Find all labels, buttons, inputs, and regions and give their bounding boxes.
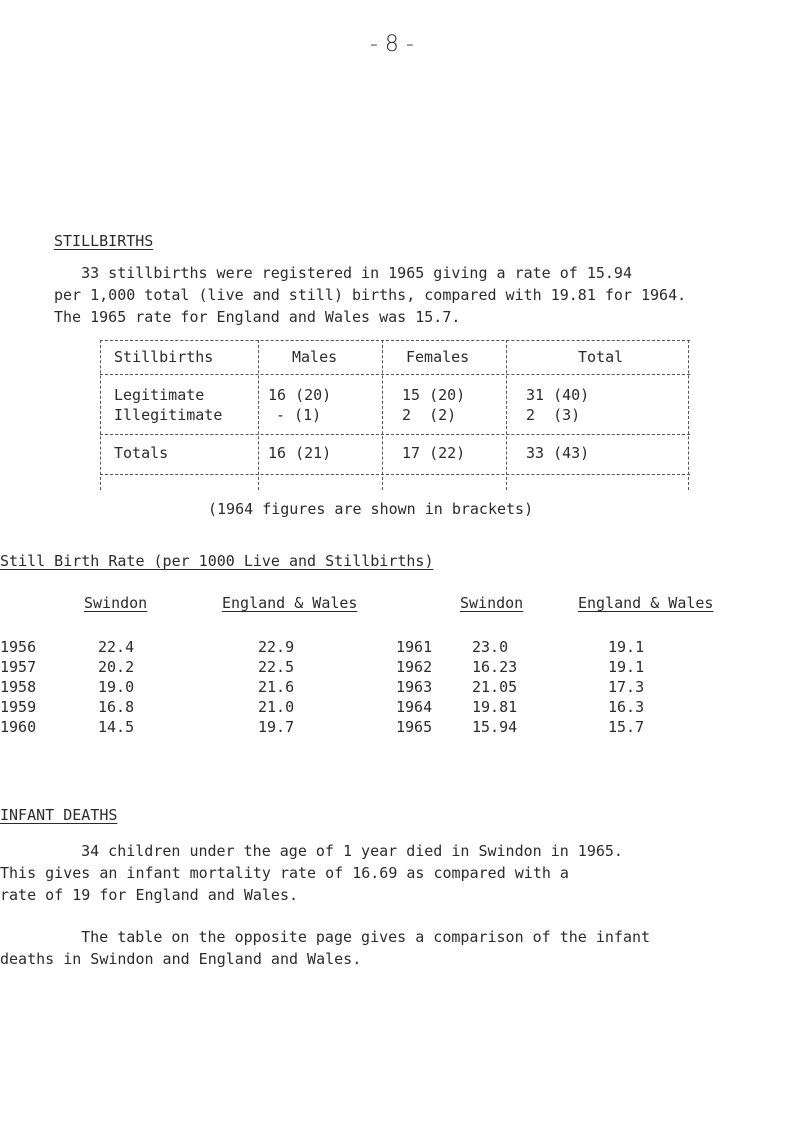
rate-year: 1959 — [0, 698, 37, 716]
rate-year: 1957 — [0, 658, 37, 676]
rate-year: 1963 — [396, 678, 433, 696]
rate-england-wales-value: 21.6 — [258, 678, 295, 696]
table-cell: 31 (40) — [526, 386, 590, 404]
rate-swindon-value: 20.2 — [98, 658, 135, 676]
stillbirths-para-line-1: 33 stillbirths were registered in 1965 giving a rate of 15.94 — [54, 264, 632, 282]
rate-swindon-value: 15.94 — [472, 718, 518, 736]
infant-para2-line-2: deaths in Swindon and England and Wales. — [0, 950, 362, 968]
stillbirths-para-line-3: The 1965 rate for England and Wales was 15.7. — [54, 308, 461, 326]
rate-swindon-value: 16.8 — [98, 698, 135, 716]
rate-swindon-value: 21.05 — [472, 678, 518, 696]
table-rule-col-3 — [506, 340, 507, 490]
still-birth-rate-heading: Still Birth Rate (per 1000 Live and Stillbirths) — [0, 552, 434, 570]
table-rule-left — [100, 340, 101, 490]
rate-year: 1964 — [396, 698, 433, 716]
rate-col-header-swindon: Swindon — [84, 594, 148, 612]
table-rule-right — [688, 340, 689, 490]
rate-swindon-value: 14.5 — [98, 718, 135, 736]
table-totals-cell: 16 (21) — [268, 444, 332, 462]
infant-para2-line-1: The table on the opposite page gives a comparison of the infant — [54, 928, 651, 946]
rate-col-header-england-wales: England & Wales — [222, 594, 358, 612]
rate-year: 1956 — [0, 638, 37, 656]
table-header-females: Females — [406, 348, 470, 366]
rate-england-wales-value: 19.1 — [608, 658, 645, 676]
table-cell: 2 (3) — [526, 406, 581, 424]
page-number: - 8 - — [370, 32, 414, 57]
infant-para1-line-3: rate of 19 for England and Wales. — [0, 886, 299, 904]
rate-england-wales-value: 16.3 — [608, 698, 645, 716]
table-rule-header — [100, 374, 690, 375]
rate-england-wales-value: 21.0 — [258, 698, 295, 716]
table-rule-top — [100, 340, 690, 341]
rate-swindon-value: 16.23 — [472, 658, 518, 676]
stillbirths-note: (1964 figures are shown in brackets) — [208, 500, 534, 518]
infant-para1-line-2: This gives an infant mortality rate of 16.69 as compared with a — [0, 864, 569, 882]
table-cell: 15 (20) — [402, 386, 466, 404]
rate-swindon-value: 19.81 — [472, 698, 518, 716]
rate-col-header-england-wales-2: England & Wales — [578, 594, 714, 612]
table-header-total: Total — [578, 348, 624, 366]
table-totals-cell: 33 (43) — [526, 444, 590, 462]
rate-england-wales-value: 17.3 — [608, 678, 645, 696]
stillbirths-para-line-2: per 1,000 total (live and still) births, compared with 19.81 for 1964. — [54, 286, 687, 304]
table-totals-label: Totals — [114, 444, 169, 462]
table-rule-col-1 — [258, 340, 259, 490]
infant-deaths-heading: INFANT DEATHS — [0, 806, 118, 824]
rate-england-wales-value: 22.9 — [258, 638, 295, 656]
table-cell: 2 (2) — [402, 406, 457, 424]
rate-year: 1961 — [396, 638, 433, 656]
table-row-label: Legitimate — [114, 386, 205, 404]
rate-year: 1965 — [396, 718, 433, 736]
stillbirths-heading: STILLBIRTHS — [54, 232, 154, 250]
rate-year: 1960 — [0, 718, 37, 736]
table-header-males: Males — [292, 348, 338, 366]
rate-england-wales-value: 19.7 — [258, 718, 295, 736]
rate-swindon-value: 23.0 — [472, 638, 509, 656]
rate-england-wales-value: 15.7 — [608, 718, 645, 736]
table-rule-col-2 — [382, 340, 383, 490]
rate-england-wales-value: 22.5 — [258, 658, 295, 676]
rate-year: 1958 — [0, 678, 37, 696]
table-header-stillbirths: Stillbirths — [114, 348, 214, 366]
rate-swindon-value: 22.4 — [98, 638, 135, 656]
table-cell: - (1) — [276, 406, 322, 424]
table-row-label: Illegitimate — [114, 406, 223, 424]
table-totals-cell: 17 (22) — [402, 444, 466, 462]
stillbirths-table — [100, 340, 690, 490]
table-rule-body — [100, 434, 690, 435]
rate-col-header-swindon-2: Swindon — [460, 594, 524, 612]
table-rule-bottom — [100, 474, 690, 475]
rate-swindon-value: 19.0 — [98, 678, 135, 696]
rate-year: 1962 — [396, 658, 433, 676]
infant-para1-line-1: 34 children under the age of 1 year died in Swindon in 1965. — [54, 842, 623, 860]
rate-england-wales-value: 19.1 — [608, 638, 645, 656]
table-cell: 16 (20) — [268, 386, 332, 404]
